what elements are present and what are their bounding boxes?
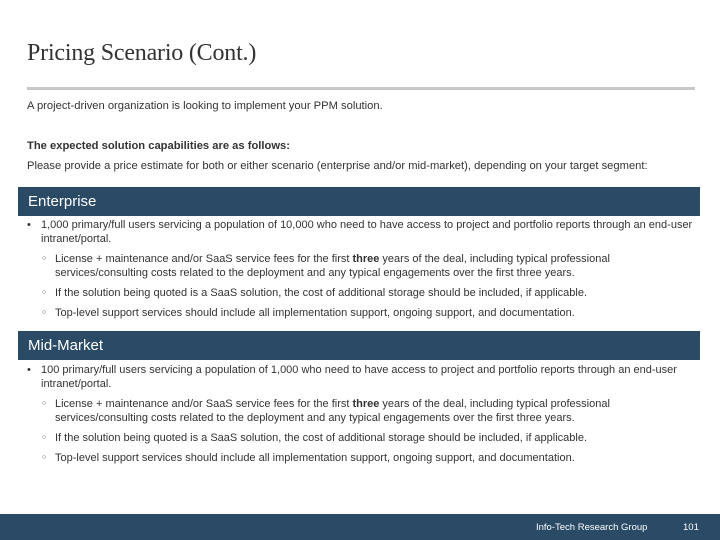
enterprise-bullet-text: 1,000 primary/full users servicing a population of 10,000 who need to have access to project and portfolio reports through an end-user intranet/portal. bbox=[41, 219, 693, 245]
enterprise-sub1-bold: three bbox=[352, 253, 380, 265]
page-number: 101 bbox=[683, 522, 699, 533]
sub-bullet-icon: ○ bbox=[42, 309, 47, 316]
enterprise-sub1-post: years of the deal, including typical professional services/consulting costs related to the deployment and any typical engagements over the first three years. bbox=[55, 253, 610, 279]
midmarket-sub1-post: years of the deal, including typical professional services/consulting costs related to the deployment and any typical engagements over the first three years. bbox=[55, 398, 610, 424]
midmarket-sub1-bold: three bbox=[352, 398, 380, 410]
instruction-text: Please provide a price estimate for both or either scenario (enterprise and/or mid-market), depending on your target segment: bbox=[27, 160, 648, 172]
list-item bbox=[27, 431, 695, 445]
enterprise-sub2: If the solution being quoted is a SaaS solution, the cost of additional storage should be included, if applicable. bbox=[55, 287, 588, 299]
list-item bbox=[27, 306, 695, 320]
bullet-icon: • bbox=[27, 364, 31, 376]
enterprise-section bbox=[27, 218, 695, 326]
intro-text: A project-driven organization is looking to implement your PPM solution. bbox=[27, 100, 383, 112]
list-item bbox=[27, 286, 695, 300]
enterprise-sub1-pre: License + maintenance and/or SaaS service fees for the first bbox=[55, 253, 353, 265]
sub-bullet-icon: ○ bbox=[42, 454, 47, 461]
sub-bullet-icon: ○ bbox=[42, 434, 47, 441]
enterprise-header: Enterprise bbox=[18, 187, 700, 216]
footer-bar bbox=[0, 514, 720, 540]
midmarket-section bbox=[27, 363, 695, 471]
list-item bbox=[27, 363, 695, 391]
list-item bbox=[27, 252, 695, 280]
title-divider bbox=[27, 87, 695, 90]
midmarket-header: Mid-Market bbox=[18, 331, 700, 360]
sub-bullet-icon: ○ bbox=[42, 289, 47, 296]
midmarket-sub2: If the solution being quoted is a SaaS solution, the cost of additional storage should be included, if applicable. bbox=[55, 432, 588, 444]
midmarket-sub1-pre: License + maintenance and/or SaaS service fees for the first bbox=[55, 398, 353, 410]
midmarket-sub3: Top-level support services should include all implementation support, ongoing support, and documentation. bbox=[55, 452, 575, 464]
sub-bullet-icon: ○ bbox=[42, 255, 47, 262]
page-title: Pricing Scenario (Cont.) bbox=[27, 40, 257, 66]
bullet-icon: • bbox=[27, 219, 31, 231]
footer-org-name: Info-Tech Research Group bbox=[536, 522, 648, 533]
midmarket-bullet-text: 100 primary/full users servicing a population of 1,000 who need to have access to project and portfolio reports through an end-user intranet/portal. bbox=[41, 364, 677, 390]
list-item bbox=[27, 397, 695, 425]
enterprise-sub3: Top-level support services should include all implementation support, ongoing support, and documentation. bbox=[55, 307, 575, 319]
capabilities-heading: The expected solution capabilities are as follows: bbox=[27, 140, 290, 152]
list-item bbox=[27, 218, 695, 246]
sub-bullet-icon: ○ bbox=[42, 400, 47, 407]
list-item bbox=[27, 451, 695, 465]
